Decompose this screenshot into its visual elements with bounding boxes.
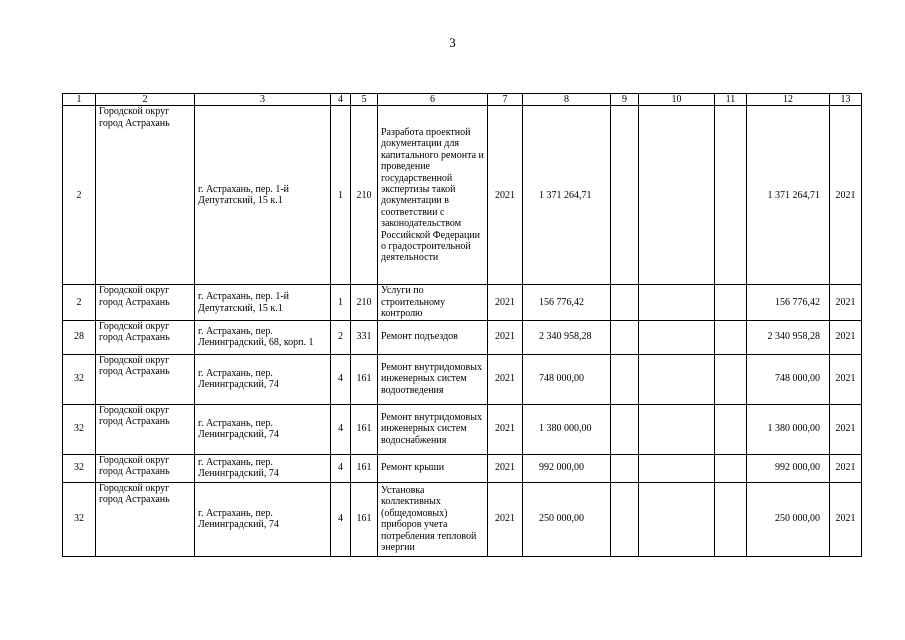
table-row (63, 106, 862, 285)
column-number: 9 (611, 94, 639, 106)
empty-cell (639, 320, 715, 354)
column-number: 8 (523, 94, 611, 106)
group-cell: 1 (331, 106, 351, 285)
row-index-cell: 2 (63, 285, 96, 320)
group-cell: 4 (331, 354, 351, 404)
municipality-cell: Городской округ город Астрахань (96, 482, 195, 556)
municipality-cell: Городской округ город Астрахань (96, 320, 195, 354)
code-cell: 161 (351, 404, 378, 454)
empty-cell (611, 354, 639, 404)
empty-cell (715, 404, 747, 454)
empty-cell (715, 285, 747, 320)
total-cost-cell: 156 776,42 (747, 285, 830, 320)
table-row (63, 320, 862, 354)
row-index-cell: 32 (63, 404, 96, 454)
empty-cell (611, 482, 639, 556)
total-cost-cell: 1 380 000,00 (747, 404, 830, 454)
year-cell: 2021 (488, 404, 523, 454)
completion-year-cell: 2021 (830, 482, 862, 556)
column-number: 6 (378, 94, 488, 106)
table-row (63, 454, 862, 482)
table-row (63, 404, 862, 454)
column-number: 3 (195, 94, 331, 106)
column-number: 2 (96, 94, 195, 106)
work-type-cell: Ремонт внутридомовых инженерных систем водоотведения (378, 354, 488, 404)
work-type-cell: Установка коллективных (общедомовых) приборов учета потребления тепловой энергии (378, 482, 488, 556)
year-cell: 2021 (488, 354, 523, 404)
address-cell: г. Астрахань, пер. Ленинградский, 74 (195, 482, 331, 556)
header-row (63, 94, 862, 106)
work-type-cell: Услуги по строительному контролю (378, 285, 488, 320)
completion-year-cell: 2021 (830, 320, 862, 354)
row-index-cell: 2 (63, 106, 96, 285)
year-cell: 2021 (488, 285, 523, 320)
address-cell: г. Астрахань, пер. 1-й Депутатский, 15 к.1 (195, 285, 331, 320)
column-number: 7 (488, 94, 523, 106)
work-type-cell: Разработа проектной документации для капитального ремонта и проведение государственной экспертизы такой документации в соответствии с законодательством Российской Федерации о градостроительной деятельности (378, 106, 488, 285)
cost-cell: 250 000,00 (523, 482, 611, 556)
cost-cell: 2 340 958,28 (523, 320, 611, 354)
year-cell: 2021 (488, 106, 523, 285)
row-index-cell: 28 (63, 320, 96, 354)
completion-year-cell: 2021 (830, 354, 862, 404)
code-cell: 161 (351, 482, 378, 556)
table-row (63, 354, 862, 404)
group-cell: 1 (331, 285, 351, 320)
completion-year-cell: 2021 (830, 404, 862, 454)
empty-cell (611, 454, 639, 482)
completion-year-cell: 2021 (830, 285, 862, 320)
cost-cell: 748 000,00 (523, 354, 611, 404)
group-cell: 4 (331, 482, 351, 556)
total-cost-cell: 748 000,00 (747, 354, 830, 404)
address-cell: г. Астрахань, пер. Ленинградский, 74 (195, 454, 331, 482)
column-number: 11 (715, 94, 747, 106)
empty-cell (639, 404, 715, 454)
table-row (63, 482, 862, 556)
empty-cell (715, 106, 747, 285)
code-cell: 161 (351, 354, 378, 404)
code-cell: 210 (351, 285, 378, 320)
total-cost-cell: 992 000,00 (747, 454, 830, 482)
total-cost-cell: 1 371 264,71 (747, 106, 830, 285)
group-cell: 4 (331, 404, 351, 454)
empty-cell (639, 454, 715, 482)
empty-cell (639, 354, 715, 404)
column-number: 10 (639, 94, 715, 106)
municipality-cell: Городской округ город Астрахань (96, 454, 195, 482)
column-number: 5 (351, 94, 378, 106)
code-cell: 210 (351, 106, 378, 285)
completion-year-cell: 2021 (830, 106, 862, 285)
empty-cell (715, 354, 747, 404)
address-cell: г. Астрахань, пер. Ленинградский, 68, корп. 1 (195, 320, 331, 354)
year-cell: 2021 (488, 320, 523, 354)
code-cell: 331 (351, 320, 378, 354)
year-cell: 2021 (488, 482, 523, 556)
municipality-cell: Городской округ город Астрахань (96, 404, 195, 454)
year-cell: 2021 (488, 454, 523, 482)
address-cell: г. Астрахань, пер. Ленинградский, 74 (195, 354, 331, 404)
empty-cell (611, 106, 639, 285)
work-type-cell: Ремонт подъездов (378, 320, 488, 354)
empty-cell (715, 454, 747, 482)
empty-cell (639, 285, 715, 320)
repair-program-table (62, 93, 862, 557)
municipality-cell: Городской округ город Астрахань (96, 285, 195, 320)
cost-cell: 1 380 000,00 (523, 404, 611, 454)
address-cell: г. Астрахань, пер. Ленинградский, 74 (195, 404, 331, 454)
address-cell: г. Астрахань, пер. 1-й Депутатский, 15 к.1 (195, 106, 331, 285)
group-cell: 4 (331, 454, 351, 482)
empty-cell (611, 404, 639, 454)
column-number: 13 (830, 94, 862, 106)
work-type-cell: Ремонт внутридомовых инженерных систем водоснабжения (378, 404, 488, 454)
work-type-cell: Ремонт крыши (378, 454, 488, 482)
completion-year-cell: 2021 (830, 454, 862, 482)
total-cost-cell: 250 000,00 (747, 482, 830, 556)
code-cell: 161 (351, 454, 378, 482)
empty-cell (639, 106, 715, 285)
page-number: 3 (449, 35, 456, 50)
column-number: 4 (331, 94, 351, 106)
empty-cell (611, 285, 639, 320)
empty-cell (639, 482, 715, 556)
empty-cell (715, 482, 747, 556)
column-number: 12 (747, 94, 830, 106)
empty-cell (611, 320, 639, 354)
row-index-cell: 32 (63, 482, 96, 556)
municipality-cell: Городской округ город Астрахань (96, 354, 195, 404)
column-number: 1 (63, 94, 96, 106)
group-cell: 2 (331, 320, 351, 354)
cost-cell: 1 371 264,71 (523, 106, 611, 285)
empty-cell (715, 320, 747, 354)
total-cost-cell: 2 340 958,28 (747, 320, 830, 354)
table-row (63, 285, 862, 320)
cost-cell: 156 776,42 (523, 285, 611, 320)
municipality-cell: Городской округ город Астрахань (96, 106, 195, 285)
cost-cell: 992 000,00 (523, 454, 611, 482)
row-index-cell: 32 (63, 454, 96, 482)
row-index-cell: 32 (63, 354, 96, 404)
